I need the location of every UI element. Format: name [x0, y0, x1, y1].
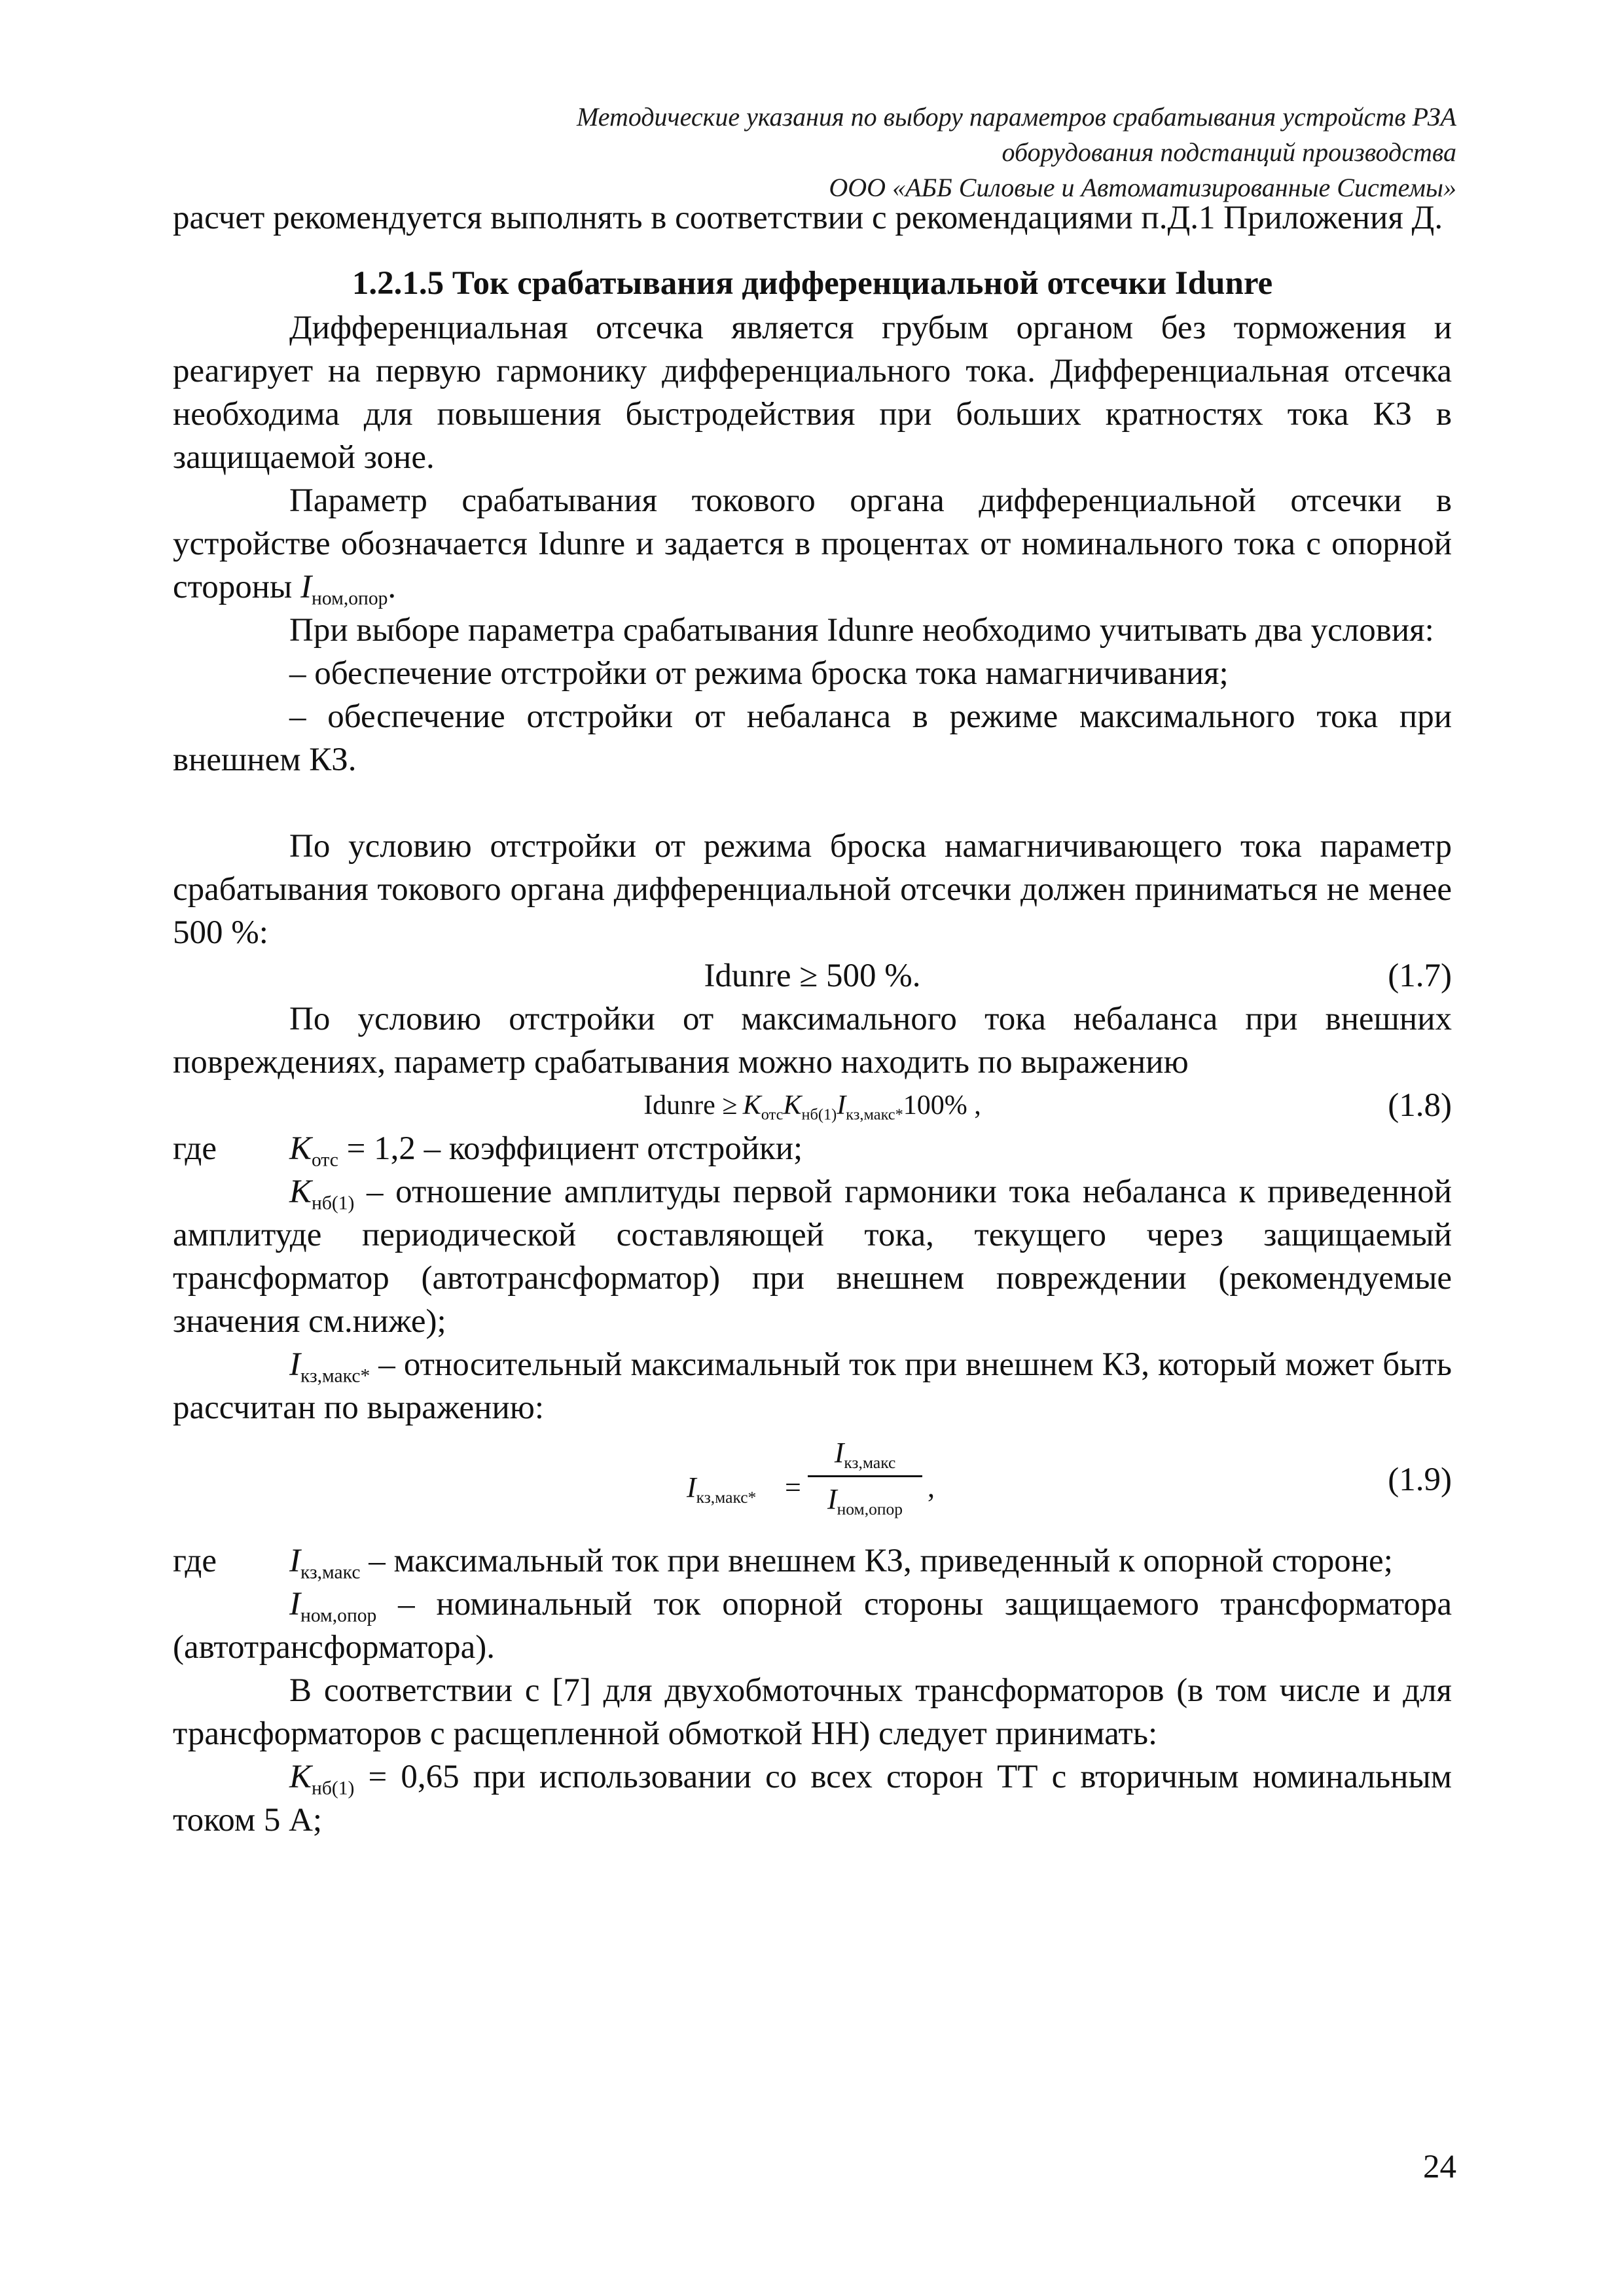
running-header — [577, 99, 1456, 206]
knb-sub: нб(1) — [312, 1193, 355, 1214]
header-line-1: Методические указания по выбору параметров срабатывания устройств РЗА — [576, 102, 1456, 132]
formula-1-7-text: Idunre ≥ 500 %. — [704, 958, 921, 994]
f18-k1: K — [742, 1090, 761, 1121]
ikz-var: I — [289, 1346, 300, 1383]
f18-k1-sub: отс — [761, 1105, 784, 1124]
inom-var: I — [289, 1586, 300, 1623]
p2-end: . — [388, 569, 397, 605]
ikzm-sub: кз,макс — [300, 1562, 361, 1583]
fraction-bar — [808, 1475, 922, 1477]
last-var: K — [289, 1759, 312, 1795]
formula-1-9-number: (1.9) — [1388, 1462, 1452, 1498]
f19-lhs-sub: кз,макс* — [696, 1487, 757, 1507]
formula-1-8-expression — [173, 1084, 1452, 1127]
definition-kots — [173, 1127, 1452, 1170]
inom-sub: ном,опор — [300, 1605, 377, 1626]
knb-text: – отношение амплитуды первой гармоники тока небаланса к приведенной амплитуде периодической составляющей тока, текущего через защищаемый трансформатор (автотрансформатор) при внешнем повреждении (рекомендуемые значения см.ниже); — [173, 1174, 1452, 1340]
paragraph-5: По условию отстройки от максимального тока небаланса при внешних повреждениях, параметр срабатывания можно находить по выражению — [173, 1001, 1452, 1081]
kots-text: = 1,2 – коэффициент отстройки; — [338, 1130, 803, 1167]
f19-denominator — [808, 1479, 922, 1520]
last-text: = 0,65 при использовании со всех сторон ТТ с вторичным номинальным током 5 А; — [173, 1759, 1452, 1839]
f19-lhs — [687, 1466, 756, 1509]
section-heading: 1.2.1.5 Ток срабатывания дифференциальной отсечки Idunre — [352, 265, 1273, 302]
list-item-2: – обеспечение отстройки от небаланса в режиме максимального тока при внешнем КЗ. — [173, 698, 1452, 778]
last-sub: нб(1) — [312, 1778, 355, 1799]
formula-1-7 — [173, 954, 1452, 997]
f19-den-var: I — [827, 1483, 837, 1515]
ikzm-var: I — [289, 1543, 300, 1579]
paragraph-2 — [173, 479, 1452, 609]
f18-i: I — [837, 1090, 846, 1121]
definition-inom — [173, 1583, 1452, 1669]
gde-label-2: где — [173, 1543, 217, 1579]
definition-ikz — [173, 1343, 1452, 1429]
page-number: 24 — [1423, 2149, 1456, 2185]
ikzm-text: – максимальный ток при внешнем КЗ, приведенный к опорной стороне; — [360, 1543, 1393, 1579]
paragraph-3: При выборе параметра срабатывания Idunre необходимо учитывать два условия: — [289, 612, 1434, 649]
paragraph-6: В соответствии с [7] для двухобмоточных трансформаторов (в том числе и для трансформаторов с расщепленной обмоткой НН) следует принимать: — [173, 1672, 1452, 1752]
formula-1-8 — [173, 1084, 1452, 1127]
f18-k2-sub: нб(1) — [801, 1105, 837, 1124]
kots-sub: отс — [312, 1149, 338, 1171]
paragraph-4: По условию отстройки от режима броска намагничивающего тока параметр срабатывания токового органа дифференциальной отсечки должен приниматься не менее 500 %: — [173, 828, 1452, 951]
ikz-text: – относительный максимальный ток при внешнем КЗ, который может быть рассчитан по выражению: — [173, 1346, 1452, 1426]
kots-var: K — [289, 1130, 312, 1167]
f19-comma: , — [928, 1471, 935, 1503]
f19-num-sub: кз,макс — [844, 1452, 896, 1472]
formula-1-7-number: (1.7) — [1388, 958, 1452, 994]
page-body — [173, 196, 1452, 1842]
f18-k2: K — [783, 1090, 802, 1121]
intro-paragraph: расчет рекомендуется выполнять в соответствии с рекомендациями п.Д.1 Приложения Д. — [173, 200, 1443, 236]
header-line-3: ООО «АББ Силовые и Автоматизированные Системы» — [829, 173, 1456, 202]
inom-text: – номинальный ток опорной стороны защищаемого трансформатора (автотрансформатора). — [173, 1586, 1452, 1666]
f19-lhs-var: I — [687, 1471, 696, 1503]
f18-lhs: Idunre ≥ — [643, 1090, 738, 1121]
formula-1-8-number: (1.8) — [1388, 1087, 1452, 1124]
list-item-1: – обеспечение отстройки от режима броска тока намагничивания; — [289, 655, 1229, 692]
ikz-sub: кз,макс* — [300, 1365, 370, 1387]
gde-label: где — [173, 1130, 217, 1167]
f19-num-var: I — [834, 1437, 844, 1469]
f19-equals: = — [785, 1471, 801, 1503]
f19-fraction — [808, 1432, 922, 1520]
f19-den-sub: ном,опор — [837, 1499, 903, 1518]
f19-numerator — [808, 1432, 922, 1474]
header-line-2: оборудования подстанций производства — [1001, 137, 1456, 167]
formula-1-9 — [173, 1432, 1452, 1537]
p2-sub: ном,опор — [312, 588, 388, 609]
p2-var: I — [300, 569, 312, 605]
definition-ikz-maks — [173, 1539, 1452, 1583]
f18-tail: 100% , — [903, 1090, 981, 1121]
paragraph-last — [173, 1755, 1452, 1842]
paragraph-1: Дифференциальная отсечка является грубым органом без торможения и реагирует на первую гармонику дифференциального тока. Дифференциальная отсечка необходима для повышения быстродействия при больших кратностях тока КЗ в защищаемой зоне. — [173, 310, 1452, 476]
spacer — [173, 781, 1452, 825]
paragraph-2-text: Параметр срабатывания токового органа дифференциальной отсечки в устройстве обозначается Idunre и задается в процентах от номинального тока с опорной стороны — [173, 482, 1452, 605]
knb-var: K — [289, 1174, 312, 1210]
f18-i-sub: кз,макс* — [846, 1105, 903, 1124]
definition-knb — [173, 1170, 1452, 1343]
